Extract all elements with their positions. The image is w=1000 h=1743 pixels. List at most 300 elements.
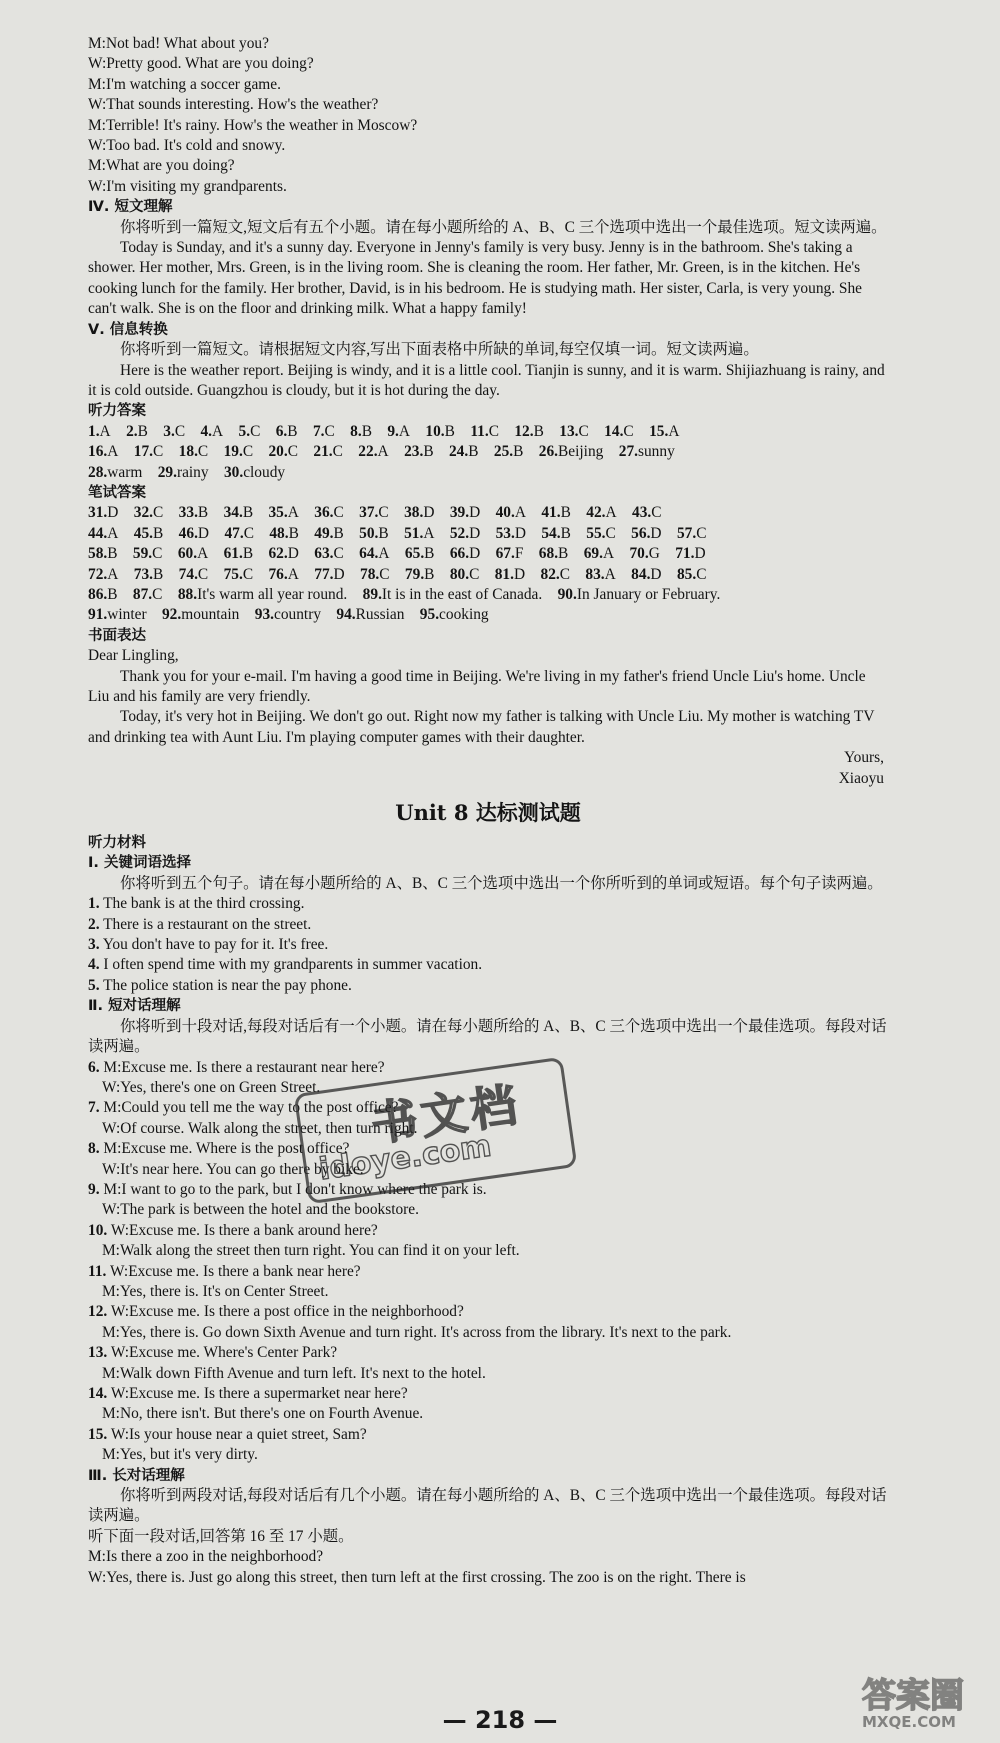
answer-value: C xyxy=(379,565,390,583)
answer-value: winter xyxy=(107,606,147,624)
answer-number: 30. xyxy=(223,463,244,481)
answer-value: F xyxy=(514,545,524,563)
item-text: W:Excuse me. Where's Center Park? xyxy=(107,1344,338,1362)
answer-value: B xyxy=(560,524,571,542)
item-number: 1. xyxy=(88,895,100,913)
item-number: 13. xyxy=(88,1344,108,1362)
answer-item xyxy=(268,566,298,583)
answer-value: D xyxy=(197,524,210,542)
answer-number: 52. xyxy=(449,524,470,542)
answer-row xyxy=(88,442,888,462)
answer-number: 41. xyxy=(541,504,561,522)
answer-value: C xyxy=(197,443,209,461)
answer-item xyxy=(359,504,389,521)
item-text: You don't have to pay for it. It's free. xyxy=(99,936,329,954)
answer-item xyxy=(586,504,616,521)
answer-item xyxy=(134,443,164,460)
dialogue-line: M:No, there isn't. But there's one on Fourth Avenue. xyxy=(102,1405,424,1423)
answer-item xyxy=(276,423,298,440)
answer-value: B xyxy=(444,422,455,440)
answer-item xyxy=(314,504,344,521)
answer-item xyxy=(450,504,480,521)
written-answers xyxy=(88,503,888,625)
site-logo xyxy=(862,1668,992,1738)
answer-number: 72. xyxy=(88,565,108,583)
answer-item xyxy=(88,423,111,440)
answer-value: cloudy xyxy=(243,463,286,481)
answer-number: 87. xyxy=(132,585,153,603)
answer-value: B xyxy=(242,545,254,563)
sentence-item xyxy=(88,915,888,935)
item-text: There is a restaurant on the street. xyxy=(99,915,312,933)
answer-value: C xyxy=(152,585,163,603)
item-number: 12. xyxy=(88,1303,108,1321)
answer-number: 40. xyxy=(495,504,515,522)
answer-value: D xyxy=(513,565,526,583)
dialogue-line xyxy=(88,1262,888,1282)
answer-item xyxy=(239,423,261,440)
section-instruction: 你将听到五个句子。请在每小题所给的 A、B、C 三个选项中选出一个你所听到的单词或短语。每个句子读两遍。 xyxy=(120,874,883,892)
answer-number: 25. xyxy=(493,443,514,461)
item-text: M:Could you tell me the way to the post office? xyxy=(99,1099,399,1117)
short-dialogue xyxy=(88,1343,888,1384)
answer-item xyxy=(404,525,434,542)
item-text: The bank is at the third crossing. xyxy=(99,895,305,913)
answer-value: D xyxy=(423,504,435,522)
answer-item xyxy=(162,606,239,623)
answer-item xyxy=(558,586,721,603)
answer-value: B xyxy=(424,565,435,583)
answer-value: B xyxy=(153,524,164,542)
answer-number: 17. xyxy=(133,443,154,461)
answer-value: G xyxy=(648,545,660,563)
answer-number: 48. xyxy=(269,524,289,542)
answer-item xyxy=(179,443,209,460)
dialogue-line xyxy=(88,1302,888,1322)
answer-number: 77. xyxy=(314,565,334,583)
answer-item xyxy=(586,525,616,542)
answer-number: 3. xyxy=(163,422,175,440)
answer-number: 13. xyxy=(559,422,579,440)
answer-item xyxy=(677,566,707,583)
dialogue-line: M:I'm watching a soccer game. xyxy=(88,75,281,93)
answer-value: mountain xyxy=(181,606,240,624)
answer-number: 4. xyxy=(200,422,213,440)
item-number: 10. xyxy=(88,1221,108,1239)
item-text: W:Excuse me. Is there a supermarket near here? xyxy=(107,1385,408,1402)
answer-item xyxy=(88,464,142,481)
answer-number: 79. xyxy=(404,565,425,583)
answer-number: 44. xyxy=(88,524,108,542)
answer-value: C xyxy=(578,422,589,440)
answer-number: 69. xyxy=(583,545,603,563)
answer-value: C xyxy=(651,504,662,522)
answer-item xyxy=(539,545,569,562)
answer-value: B xyxy=(107,545,118,563)
item-number: 3. xyxy=(88,936,100,954)
answer-number: 93. xyxy=(254,606,274,624)
dialogue-line: W:It's near here. You can go there by bike. xyxy=(102,1160,364,1178)
answer-item xyxy=(631,566,661,583)
answer-number: 12. xyxy=(514,422,534,440)
sentence-item xyxy=(88,935,888,955)
answer-number: 49. xyxy=(314,524,334,542)
answer-item xyxy=(134,504,164,521)
answer-value: sunny xyxy=(638,443,675,461)
answer-value: C xyxy=(197,565,209,583)
dialogue-a xyxy=(88,34,888,197)
answer-item xyxy=(405,545,435,562)
item-number: 9. xyxy=(88,1180,100,1198)
answer-number: 86. xyxy=(88,585,108,603)
answer-value: A xyxy=(107,443,119,461)
answer-number: 63. xyxy=(314,545,334,563)
section-heading: Ⅴ. 信息转换 xyxy=(88,321,168,338)
item-text: I often spend time with my grandparents in summer vacation. xyxy=(99,956,483,974)
dialogue-line xyxy=(88,1221,888,1241)
dialogue-line: W:Yes, there's one on Green Street. xyxy=(102,1078,321,1096)
answer-item xyxy=(179,504,209,521)
answer-number: 67. xyxy=(495,545,515,563)
answer-number: 21. xyxy=(313,443,333,461)
answer-number: 57. xyxy=(676,524,697,542)
answer-number: 56. xyxy=(631,524,651,542)
answer-item xyxy=(178,545,208,562)
answer-number: 42. xyxy=(586,504,606,522)
answer-item xyxy=(541,504,571,521)
answer-item xyxy=(314,545,344,562)
answer-value: A xyxy=(398,422,411,440)
answer-number: 18. xyxy=(178,443,198,461)
answer-item xyxy=(649,423,679,440)
answer-value: A xyxy=(99,422,111,440)
answer-number: 68. xyxy=(538,545,559,563)
answer-value: A xyxy=(514,504,526,522)
answer-item xyxy=(675,545,705,562)
listening-passage: Today is Sunday, and it's a sunny day. Everyone in Jenny's family is very busy. Jenny is in the bathroom. She's taking a shower. Her mother, Mrs. Green, is in the living room. She is cleaning the room. Her father, Mr. Green, is in the kitchen. He's cooking lunch for the family. Her brother, David, is in his bedroom. He is studying math. Her sister, Carla, is very young. She can't walk. She is on the floor and drinking milk. What a happy family! xyxy=(88,239,862,318)
answer-number: 22. xyxy=(358,443,378,461)
answer-value: C xyxy=(153,504,164,522)
dialogue-line: M:Yes, there is. It's on Center Street. xyxy=(102,1282,329,1300)
answer-item xyxy=(313,443,343,460)
answer-item xyxy=(268,545,298,562)
listening-passage: Here is the weather report. Beijing is windy, and it is a little cool. Tianjin is sunny, and it is warm. Shijiazhuang is rainy, and it is cold outside. Guangzhou is cloudy, but it is hot during the day. xyxy=(88,361,885,399)
answer-number: 6. xyxy=(275,422,288,440)
item-number: 4. xyxy=(88,956,100,974)
material-heading: 听力材料 xyxy=(88,835,146,852)
item-text: The police station is near the pay phone. xyxy=(99,976,352,994)
letter-paragraph: Thank you for your e-mail. I'm having a good time in Beijing. We're living in my father's friend Uncle Liu's home. Uncle Liu and his family are very friendly. xyxy=(88,667,866,705)
answer-value: D xyxy=(694,545,706,563)
answer-value: C xyxy=(242,565,254,583)
answer-value: B xyxy=(533,422,544,440)
answer-item xyxy=(88,545,118,562)
answer-item xyxy=(163,423,185,440)
answer-number: 23. xyxy=(404,443,424,461)
answer-value: country xyxy=(274,606,322,624)
dialogue-line xyxy=(88,1180,888,1200)
item-number: 8. xyxy=(88,1140,100,1158)
answer-number: 82. xyxy=(540,565,560,583)
answer-number: 10. xyxy=(425,422,445,440)
section-instruction: 你将听到十段对话,每段对话后有一个小题。请在每小题所给的 A、B、C 三个选项中选出一个最佳选项。每段对话读两遍。 xyxy=(88,1017,887,1056)
item-text: W:Is your house near a quiet street, Sam? xyxy=(107,1425,367,1443)
answer-number: 90. xyxy=(557,585,577,603)
item-text: M:Excuse me. Where is the post office? xyxy=(99,1140,350,1158)
dialogue-line: M:Yes, there is. Go down Sixth Avenue and turn right. It's across from the library. It's next to the park. xyxy=(102,1323,732,1341)
section-lead: 听下面一段对话,回答第 16 至 17 小题。 xyxy=(88,1527,354,1545)
section-heading: Ⅰ. 关键词语选择 xyxy=(88,855,191,872)
dialogue-line: M:What are you doing? xyxy=(88,157,235,175)
answer-number: 76. xyxy=(268,565,288,583)
letter-paragraph: Today, it's very hot in Beijing. We don't go out. Right now my father is talking with Uncle Liu. My mother is watching TV and drinking tea with Aunt Liu. I'm playing computer games with their daughter. xyxy=(88,708,875,746)
answer-row xyxy=(88,565,888,585)
answer-number: 50. xyxy=(359,524,379,542)
answer-item xyxy=(450,566,480,583)
answer-value: D xyxy=(287,545,299,563)
sentence-item xyxy=(88,894,888,914)
answer-item xyxy=(133,586,163,603)
answer-item xyxy=(387,423,410,440)
letter-closing: Yours, xyxy=(844,749,884,767)
answer-number: 73. xyxy=(133,565,154,583)
answer-value: A xyxy=(423,524,435,542)
answer-number: 2. xyxy=(126,422,138,440)
dialogue-line: W:Yes, there is. Just go along this street, then turn left at the first crossing. The zoo is on the right. There is xyxy=(88,1568,746,1586)
answer-number: 62. xyxy=(268,545,288,563)
answer-row xyxy=(88,524,888,544)
answer-value: C xyxy=(333,545,344,563)
answer-item xyxy=(405,566,435,583)
answer-item xyxy=(313,423,335,440)
answer-item xyxy=(269,525,299,542)
text-column xyxy=(88,34,888,1588)
item-number: 7. xyxy=(88,1099,100,1117)
answer-value: C xyxy=(333,504,344,522)
answer-value: B xyxy=(423,443,434,461)
listening-answers-heading: 听力答案 xyxy=(88,403,146,420)
answer-value: A xyxy=(378,545,390,563)
answer-item xyxy=(88,586,118,603)
answer-number: 88. xyxy=(177,585,198,603)
item-number: 11. xyxy=(88,1262,107,1280)
dialogue-line xyxy=(88,1425,888,1445)
answer-item xyxy=(631,525,661,542)
answer-value: B xyxy=(468,443,479,461)
answer-number: 39. xyxy=(449,504,470,522)
answer-number: 81. xyxy=(494,565,514,583)
answer-value: warm xyxy=(107,463,143,481)
answer-item xyxy=(336,606,404,623)
answer-number: 19. xyxy=(223,443,243,461)
answer-item xyxy=(314,525,344,542)
answer-number: 29. xyxy=(157,463,177,481)
answer-item xyxy=(449,443,479,460)
answer-item xyxy=(88,443,118,460)
answer-item xyxy=(604,423,634,440)
answer-item xyxy=(268,504,298,521)
answer-number: 26. xyxy=(538,443,559,461)
answer-item xyxy=(420,606,489,623)
answer-item xyxy=(359,545,389,562)
item-text: M:I want to go to the park, but I don't know where the park is. xyxy=(99,1180,487,1198)
answer-value: A xyxy=(107,524,119,542)
answer-number: 66. xyxy=(449,545,470,563)
answer-item xyxy=(629,545,659,562)
answer-value: A xyxy=(212,422,224,440)
answer-item xyxy=(224,525,254,542)
answer-number: 83. xyxy=(585,565,605,583)
answer-value: A xyxy=(668,422,680,440)
short-dialogue xyxy=(88,1302,888,1343)
short-dialogue xyxy=(88,1384,888,1425)
answer-item xyxy=(632,504,662,521)
answer-value: C xyxy=(174,422,186,440)
answer-number: 58. xyxy=(88,545,108,563)
answer-number: 64. xyxy=(359,545,379,563)
page-number: — 218 — xyxy=(442,1706,558,1734)
answer-number: 45. xyxy=(133,524,154,542)
answer-number: 74. xyxy=(178,565,198,583)
listening-answers xyxy=(88,422,888,483)
answer-value: A xyxy=(287,504,299,522)
answer-item xyxy=(619,443,675,460)
answer-number: 91. xyxy=(88,606,108,624)
answer-row xyxy=(88,585,888,605)
sentence-list xyxy=(88,894,888,996)
answer-value: B xyxy=(558,545,569,563)
dialogue-line: M:Yes, but it's very dirty. xyxy=(102,1446,258,1464)
writing-heading: 书面表达 xyxy=(88,627,146,644)
answer-item xyxy=(496,545,524,562)
answer-number: 78. xyxy=(360,565,380,583)
section-heading: Ⅱ. 短对话理解 xyxy=(88,998,181,1015)
answer-item xyxy=(178,586,347,603)
answer-number: 71. xyxy=(675,545,695,563)
section-heading: Ⅲ. 长对话理解 xyxy=(88,1467,185,1484)
dialogue-line: W:Too bad. It's cold and snowy. xyxy=(88,137,286,155)
written-answers-heading: 笔试答案 xyxy=(88,484,146,501)
answer-value: B xyxy=(287,422,298,440)
answer-number: 60. xyxy=(177,545,198,563)
answer-value: B xyxy=(288,524,299,542)
answer-value: D xyxy=(650,565,662,583)
answer-value: C xyxy=(242,443,254,461)
logo-text: 答案圈 xyxy=(862,1676,964,1716)
answer-item xyxy=(134,566,164,583)
sentence-item xyxy=(88,955,888,975)
dialogue-line xyxy=(88,1343,888,1363)
answer-number: 94. xyxy=(336,606,356,624)
item-number: 2. xyxy=(88,915,100,933)
letter-greeting: Dear Lingling, xyxy=(88,647,179,665)
answer-number: 54. xyxy=(541,524,561,542)
answer-item xyxy=(404,443,434,460)
answer-number: 36. xyxy=(314,504,334,522)
answer-item xyxy=(584,545,614,562)
dialogue-line: W:Pretty good. What are you doing? xyxy=(88,55,314,73)
answer-value: C xyxy=(332,443,343,461)
short-dialogue xyxy=(88,1425,888,1466)
answer-value: C xyxy=(378,504,389,522)
answer-value: A xyxy=(377,443,389,461)
answer-number: 61. xyxy=(223,545,243,563)
answer-value: A xyxy=(197,545,209,563)
section-heading: Ⅳ. 短文理解 xyxy=(88,199,173,216)
answer-number: 32. xyxy=(133,504,154,522)
answer-value: D xyxy=(469,504,481,522)
answer-number: 24. xyxy=(448,443,469,461)
answer-number: 11. xyxy=(470,422,489,440)
answer-item xyxy=(495,566,525,583)
answer-value: B xyxy=(107,585,118,603)
answer-number: 47. xyxy=(224,524,244,542)
answer-number: 16. xyxy=(88,443,108,461)
answer-value: C xyxy=(243,524,254,542)
answer-number: 7. xyxy=(312,422,325,440)
answer-item xyxy=(541,525,571,542)
answer-number: 14. xyxy=(604,422,624,440)
answer-number: 59. xyxy=(132,545,153,563)
item-text: W:Excuse me. Is there a bank near here? xyxy=(106,1262,361,1280)
answer-number: 65. xyxy=(404,545,425,563)
answer-number: 92. xyxy=(161,606,182,624)
item-text: W:Excuse me. Is there a bank around here? xyxy=(107,1221,378,1239)
answer-row xyxy=(88,422,888,442)
answer-value: D xyxy=(469,545,481,563)
answer-item xyxy=(314,566,344,583)
answer-number: 84. xyxy=(631,565,651,583)
answer-number: 37. xyxy=(359,504,379,522)
watermark-text: 书文档 xyxy=(367,1077,524,1152)
answer-number: 27. xyxy=(618,443,638,461)
sentence-item xyxy=(88,976,888,996)
answer-number: 75. xyxy=(223,565,243,583)
answer-item xyxy=(358,443,388,460)
answer-value: B xyxy=(242,504,254,522)
answer-item xyxy=(88,504,118,521)
short-dialogue xyxy=(88,1221,888,1262)
answer-value: D xyxy=(514,524,526,542)
answer-item xyxy=(350,423,372,440)
answer-value: It is in the east of Canada. xyxy=(381,585,543,603)
letter-signature: Xiaoyu xyxy=(838,769,884,787)
answer-number: 70. xyxy=(629,545,649,563)
answer-value: D xyxy=(650,524,662,542)
answer-item xyxy=(133,545,163,562)
answer-row xyxy=(88,503,888,523)
answer-item xyxy=(425,423,455,440)
answer-item xyxy=(677,525,707,542)
answer-item xyxy=(541,566,571,583)
answer-item xyxy=(88,525,118,542)
answer-number: 34. xyxy=(223,504,243,522)
answer-value: A xyxy=(602,545,615,563)
answer-item xyxy=(363,586,543,603)
item-number: 15. xyxy=(88,1425,108,1443)
answer-item xyxy=(224,545,254,562)
answer-value: B xyxy=(361,422,372,440)
answer-number: 5. xyxy=(238,422,251,440)
section-instruction: 你将听到一篇短文。请根据短文内容,写出下面表格中所缺的单词,每空仅填一词。短文读两遍。 xyxy=(120,341,759,359)
answer-number: 53. xyxy=(495,524,515,542)
answer-value: B xyxy=(137,422,148,440)
answer-number: 33. xyxy=(178,504,198,522)
answer-item xyxy=(200,423,223,440)
answer-number: 35. xyxy=(268,504,288,522)
answer-value: B xyxy=(560,504,571,522)
answer-value: Beijing xyxy=(558,443,604,461)
